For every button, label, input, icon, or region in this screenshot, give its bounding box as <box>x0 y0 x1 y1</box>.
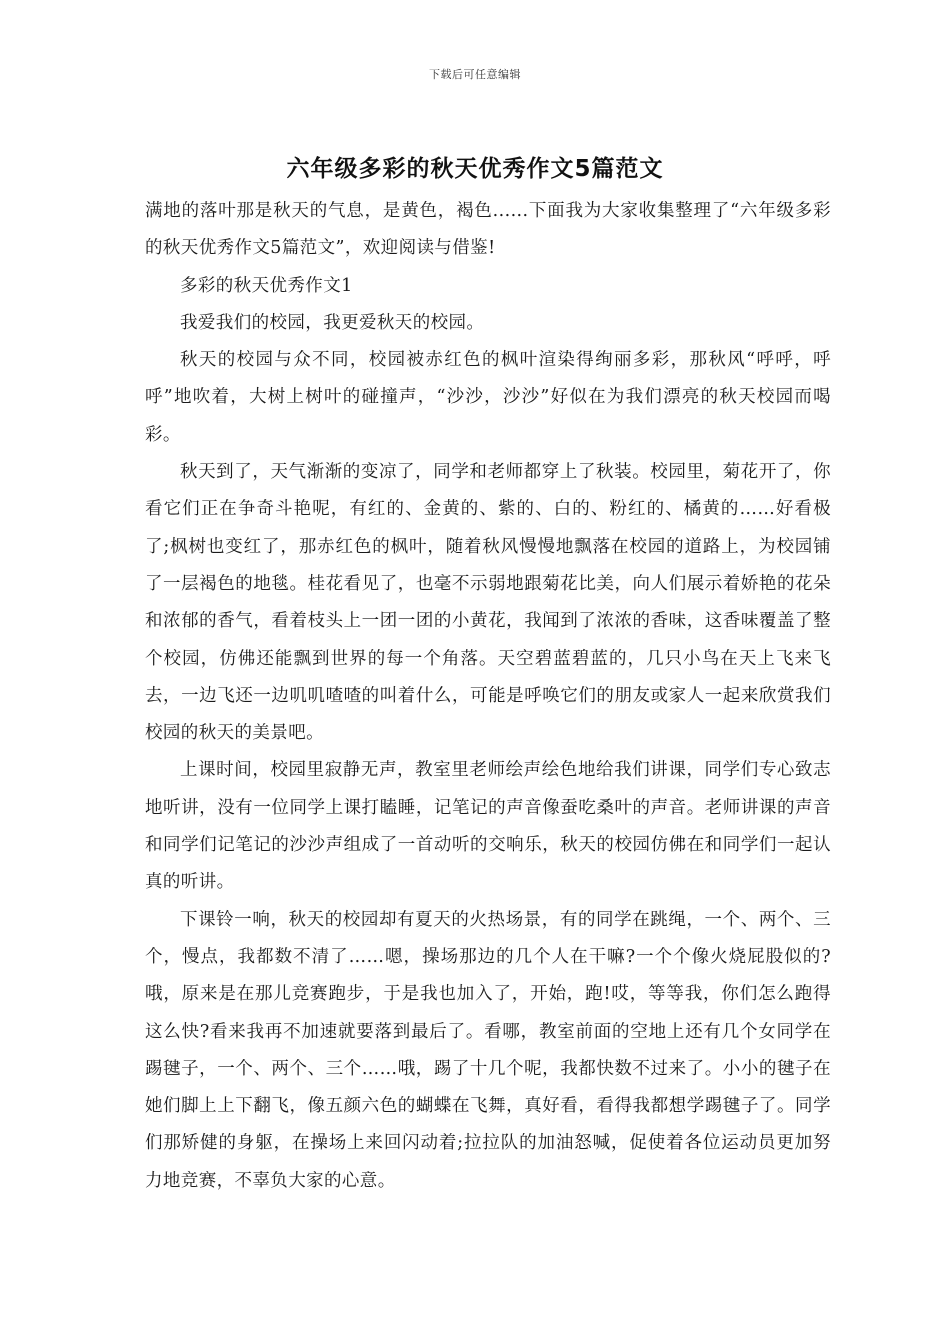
body-paragraph: 上课时间，校园里寂静无声，教室里老师绘声绘色地给我们讲课，同学们专心致志地听讲，没有一位同学上课打瞌睡，记笔记的声音像蚕吃桑叶的声音。老师讲课的声音和同学们记笔记的沙沙声组成了一首动听的交响乐，秋天的校园仿佛在和同学们一起认真的听讲。 <box>145 760 831 893</box>
article-body <box>145 193 831 1200</box>
body-paragraph: 下课铃一响，秋天的校园却有夏天的火热场景，有的同学在跳绳，一个、两个、三个，慢点，我都数不清了……嗯，操场那边的几个人在干嘛?一个个像火烧屁股似的?哦，原来是在那儿竞赛跑步，于是我也加入了，开始，跑!哎，等等我，你们怎么跑得这么快?看来我再不加速就要落到最后了。看哪，教室前面的空地上还有几个女同学在踢毽子，一个、两个、三个……哦，踢了十几个呢，我都快数不过来了。小小的毽子在她们脚上上下翻飞，像五颜六色的蝴蝶在飞舞，真好看，看得我都想学踢毽子了。同学们那矫健的身躯，在操场上来回闪动着;拉拉队的加油怒喊，促使着各位运动员更加努力地竞赛，不辜负大家的心意。 <box>145 909 831 1191</box>
body-paragraph: 秋天到了，天气渐渐的变凉了，同学和老师都穿上了秋装。校园里，菊花开了，你看它们正在争奇斗艳呢，有红的、金黄的、紫的、白的、粉红的、橘黄的……好看极了;枫树也变红了，那赤红色的枫叶，随着秋风慢慢地飘落在校园的道路上，为校园铺了一层褐色的地毯。桂花看见了，也毫不示弱地跟菊花比美，向人们展示着娇艳的花朵和浓郁的香气，看着枝头上一团一团的小黄花，我闻到了浓浓的香味，这香味覆盖了整个校园，仿佛还能飘到世界的每一个角落。天空碧蓝碧蓝的，几只小鸟在天上飞来飞去，一边飞还一边叽叽喳喳的叫着什么，可能是呼唤它们的朋友或家人一起来欣赏我们校园的秋天的美景吧。 <box>145 462 831 744</box>
intro-paragraph: 满地的落叶那是秋天的气息，是黄色，褐色......下面我为大家收集整理了“六年级多彩的秋天优秀作文5篇范文”，欢迎阅读与借鉴! <box>145 201 831 259</box>
section-heading: 多彩的秋天优秀作文1 <box>180 275 353 296</box>
document-title: 六年级多彩的秋天优秀作文5篇范文 <box>286 156 664 182</box>
body-paragraph: 秋天的校园与众不同，校园被赤红色的枫叶渲染得绚丽多彩，那秋风“呼呼，呼呼”地吹着，大树上树叶的碰撞声，“沙沙，沙沙”好似在为我们漂亮的秋天校园而喝彩。 <box>145 350 831 445</box>
body-paragraph: 我爱我们的校园，我更爱秋天的校园。 <box>180 312 485 333</box>
header-note: 下载后可任意编辑 <box>429 68 521 81</box>
